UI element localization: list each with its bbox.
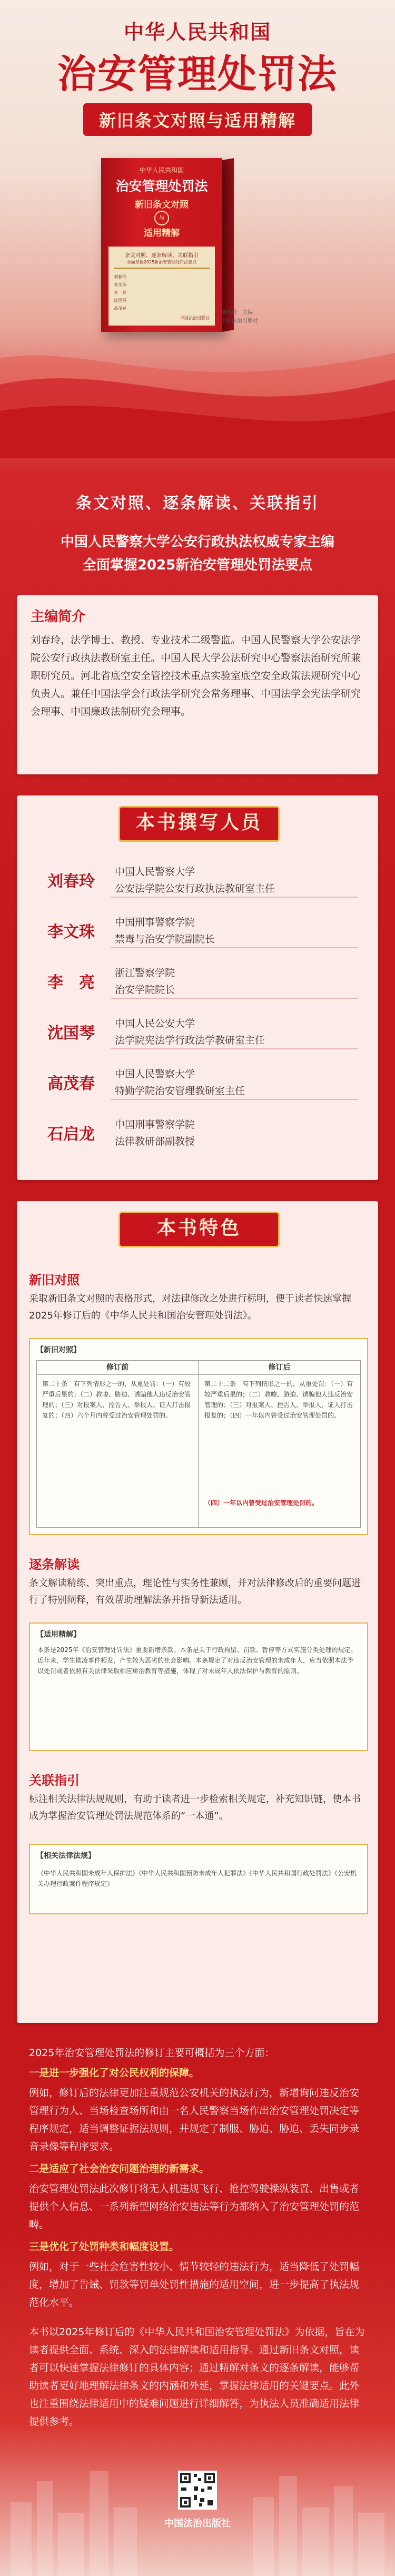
feature-head-reference: 关联指引 [29,1773,80,1788]
book-cover-plate [108,247,215,326]
feature-text-compare: 采取新旧条文对照的表格形式，对法律修改之处进行标明，便于读者快速掌握2025年修订后的《中华人民共和国治安管理处罚法》。 [29,1293,351,1321]
footer-publisher: 中国法治出版社 [164,2518,231,2529]
features-section-title: 本书特色 [156,1217,241,1239]
book-spine [222,158,234,332]
plate-publisher: 中国法治出版社 [180,316,210,320]
summary-para1: 例如，修订后的法律更加注重规范公安机关的执法行为，新增询问违反治安管理行为人、当场检查场所和由一名人民警察当场作出治安管理处罚决定等程序规定，适当调整证据法规则，并规定了制服、胁迫、胁迫、丢失同步录音录像等程序要求。 [29,2087,360,2152]
author-name: 沈国琴 [47,1024,95,1043]
summary-point2: 二是适应了社会治安问题治理的新需求。 [29,2163,210,2175]
author-affiliation: 中国刑事警察学院 [115,917,195,928]
sample-reference-box [29,1844,368,1914]
compare-after-highlight: （四）一年以内曾受过治安管理处罚的。 [204,1499,319,1507]
author-position: 公安法学院公安行政执法教研室主任 [115,883,275,894]
feature-head-compare: 新旧对照 [29,1273,80,1287]
authors-section-title: 本书撰写人员 [135,811,262,833]
plate-name: 沈国琴 [114,298,126,303]
features-section-banner [118,1212,280,1247]
silk-ribbon-decoration [0,337,395,458]
author-position: 特勤学院治安管理教研室主任 [115,1085,245,1097]
compare-before-text: 第二十条 有下列情形之一的，从重处罚：（一）有较严重后果的；（二）教唆、胁迫、诱骗他人违反治安管理的；（三）对报案人、控告人、举报人、证人打击报复的；（四）六个月内曾受过治安管理处罚的。 [42,1380,191,1419]
author-affiliation: 中国刑事警察学院 [115,1119,195,1130]
feature-head-interpret: 逐条解读 [29,1557,80,1572]
book-publisher-label: 中国法治出版社 [221,318,258,324]
authors-section-banner [118,806,280,842]
author-divider [111,998,358,999]
author-name: 李文珠 [47,923,95,941]
author-position: 治安学院院长 [115,984,175,996]
summary-para3: 例如，对于一些社会危害性较小、情节较轻的违法行为，适当降低了处罚幅度，增加了告诫、罚款等罚单处罚性措施的适用空间，进一步提高了执法规范化水平。 [29,2261,360,2308]
author-name: 刘春玲 [47,872,95,891]
feature-text-reference: 标注相关法律法规规则，有助于读者进一步检索相关规定，补充知识链，使本书成为掌握治安管理处罚法规范体系的“一本通”。 [29,1794,361,1822]
author-affiliation: 中国人民警察大学 [115,1068,195,1080]
header-subtitle: 新旧条文对照与适用精解 [83,103,312,136]
author-divider [111,947,358,948]
compare-col-divider [198,1361,199,1527]
author-name: 李 亮 [47,974,95,992]
compare-after-text: 第二十二条 有下列情形之一的，从重处罚：（一）有较严重后果的；（二）教唆、胁迫、诱骗他人违反治安管理的；（三）对报案人、控告人、举报人、证人打击报复的；（四）一年以内曾受过治安管理处罚的。 [204,1380,353,1419]
sample-interpret-label: 【适用精解】 [36,1630,81,1639]
compare-col-before: 修订前 [37,1361,198,1375]
sample-compare-box [29,1338,368,1535]
summary-point3: 三是优化了处罚种类和幅度设置。 [29,2241,180,2253]
plate-name: 刘春玲 [114,274,126,279]
book-author-label: 刘春玲 主编 [221,310,253,316]
plate-name: 李 亮 [114,290,126,295]
author-affiliation: 中国人民警察大学 [115,866,195,878]
author-divider [111,1048,358,1049]
sample-compare-label: 【新旧对照】 [36,1346,81,1354]
book-cover-sub1: 新旧条文对照 [135,200,189,210]
header-title: 治安管理处罚法 [57,52,338,97]
book-cover [101,158,222,332]
sample-interpret-box [29,1623,368,1751]
editor-card [17,595,378,774]
author-position: 禁毒与治安学院副院长 [115,933,215,945]
author-position: 法律教研部副教授 [115,1136,195,1147]
compare-col-after: 修订后 [199,1361,360,1375]
author-position: 法学院宪法学行政法学教研室主任 [115,1035,265,1046]
header-country: 中华人民共和国 [123,20,271,44]
author-affiliation: 浙江警察学院 [115,967,175,979]
editor-card-text: 刘春玲，法学博士、教授、专业技术二级警监。中国人民警察大学公安法学院公安行政执法教研室主任。中国人民大学公法研究中心警察法治研究所兼职研究员。河北省底空安全管控技术重点实验室底空安全政策法规研究中心负责人。兼任中国法学会行政法学研究会常务理事、中国法学会宪法学研究会理事、中国廉政法制研究会理事。 [31,634,361,717]
book-cover-sub2: 适用精解 [144,228,180,239]
author-divider [111,897,358,898]
author-name: 石启龙 [47,1125,95,1144]
plate-name: 李文珠 [114,282,126,287]
summary-point1: 一是进一步强化了对公民权利的保障。 [29,2067,200,2079]
summary-para4: 本书以2025年修订后的《中华人民共和国治安管理处罚法》为依据，旨在为读者提供全面、系统、深入的法律解读和适用指导。通过新旧条文对照，读者可以快速掌握法律修订的具体内容；通过精解对条文的逐条解读，能够帮助读者更好地理解法律条文的内涵和外延，掌握法律适用的关键要点。此外也注重围绕法律适用中的疑难问题进行详细解答，为执法人员准确适用法律提供参考。 [29,2326,365,2427]
book-cover-title: 治安管理处罚法 [115,179,208,194]
author-affiliation: 中国人民公安大学 [115,1018,195,1029]
summary-para2: 治安管理处罚法此次修订将无人机违规飞行、抢控驾驶操纵装置、出售或者提供个人信息、一系列新型网络治安违法等行为都纳入了治安管理处罚的范畴。 [29,2183,360,2230]
intro-line2: 全面掌握2025新治安管理处罚法要点 [82,557,313,573]
plate-divider [114,268,210,269]
summary-intro: 2025年治安管理处罚法的修订主要可概括为三个方面： [29,2047,275,2059]
tagline: 条文对照、逐条解读、关联指引 [76,494,319,513]
intro-line1: 中国人民警察大学公安行政执法权威专家主编 [60,534,334,550]
sample-reference-text: 《中华人民共和国未成年人保护法》《中华人民共和国预防未成年人犯罪法》《中华人民共和国行政处罚法》《公安机关办理行政案件程序规定》 [37,1870,357,1887]
plate-line1: 条文对照、逐条解读、关联指引 [125,253,199,259]
plate-name: 高茂春 [114,306,126,311]
author-divider [111,1099,358,1100]
book-cover-country: 中华人民共和国 [139,166,184,174]
editor-card-heading: 主编简介 [31,609,86,625]
sample-reference-label: 【相关法律法规】 [36,1852,95,1860]
header-subtitle-wrap [0,103,395,136]
book-cover-and: 与 [154,211,169,225]
city-skyline-decoration [0,2439,395,2576]
compare-table [36,1360,361,1528]
plate-names [114,273,161,312]
author-name: 高茂春 [47,1075,95,1093]
feature-text-interpret: 条文解读精练、突出重点，理论性与实务性兼顾，并对法律修改后的重要问题进行了特别阐释，有效帮助理解法条并指导新法适用。 [29,1578,361,1606]
sample-interpret-text: 本条是2025年《治安管理处罚法》重要新增条款。本条是关于行政拘留、罚款、暂停等方式实施分类处理的规定。近年来，学生欺凌事件频发，产生较为恶劣的社会影响。本条规定了对违反治安管理的未成年人，应当依照本法予以处罚或者依照有关法律采取相应矫治教育等措施，体现了对未成年人依法保护与教育的原则。 [37,1646,357,1675]
plate-line2: 全面掌握2025新治安管理处罚法要点 [126,260,197,264]
